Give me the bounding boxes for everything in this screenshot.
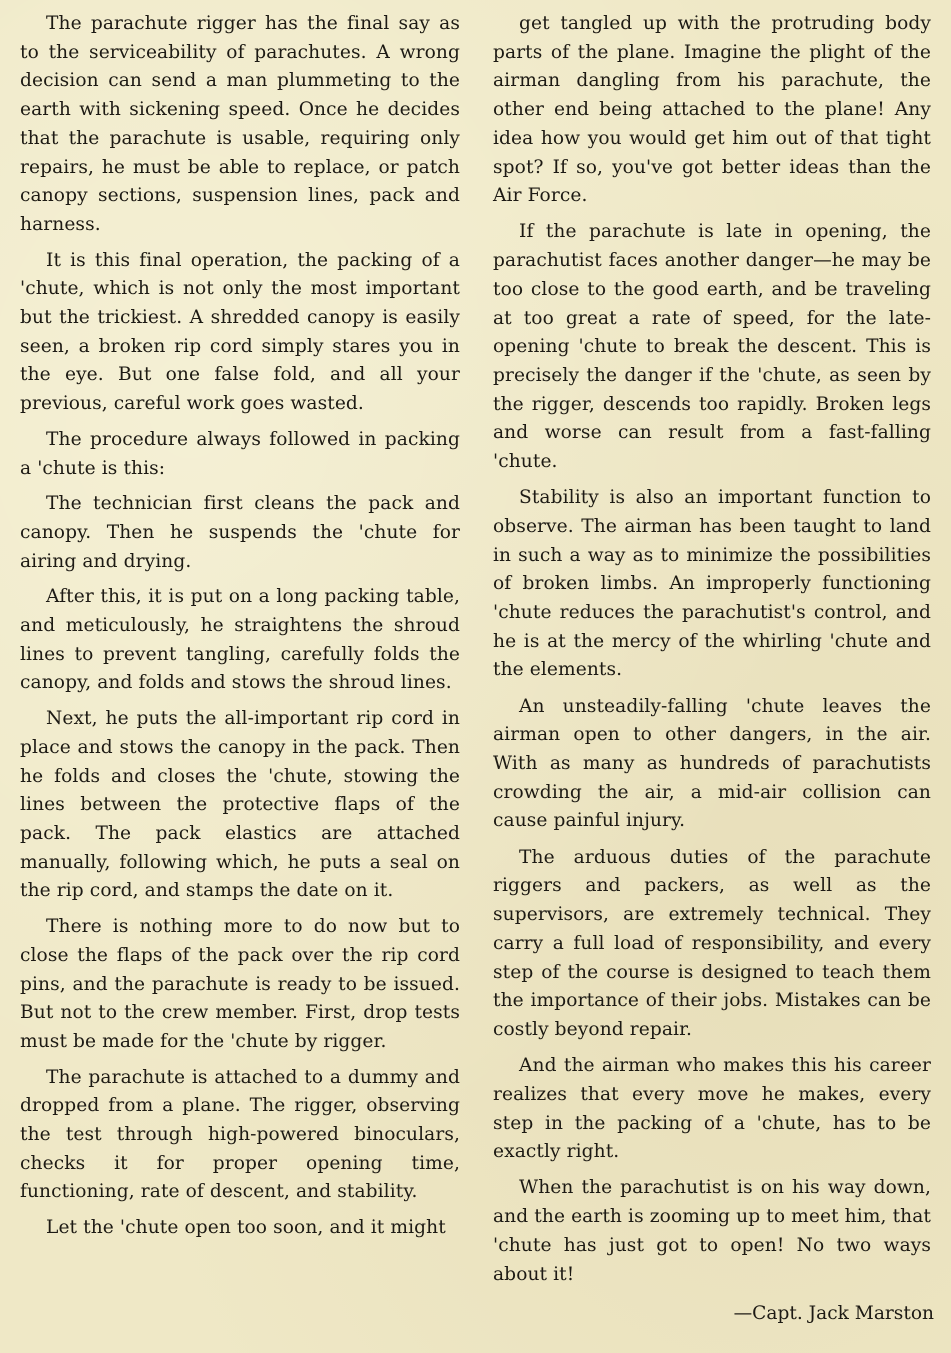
paragraph: It is this final operation, the packing of a 'chute, which is not only the most important but the trickiest. A shredded canopy is easily seen, a broken rip cord simply stares you in the eye. But one false fold, and all your previous, careful work goes wasted.: [20, 249, 460, 415]
paragraph: The technician first cleans the pack and canopy. Then he suspends the 'chute for airing and drying.: [20, 493, 460, 572]
paragraph: The procedure always followed in packing a 'chute is this:: [20, 428, 460, 479]
paragraph: And the airman who makes this his career realizes that every move he makes, every step in the packing of a 'chute, has to be exactly right.: [493, 1055, 931, 1163]
author-signature: —Capt. Jack Marston: [733, 1303, 934, 1324]
paragraph: There is nothing more to do now but to close the flaps of the pack over the rip cord pins, and the parachute is ready to be issued. But not to the crew member. First, drop tests must be made for the 'chute by rigger.: [20, 916, 460, 1052]
paragraph: The parachute rigger has the final say as to the serviceability of parachutes. A wrong decision can send a man plummeting to the earth with sickening speed. Once he decides that the parachute is usable, requiring only repairs, he must be able to replace, or patch canopy sections, suspension lines, pack and harness.: [20, 13, 460, 235]
paragraph: Next, he puts the all-important rip cord in place and stows the canopy in the pack. Then he folds and closes the 'chute, stowing the lines between the protective flaps of the pack. The pack elastics are attached manually, following which, he puts a seal on the rip cord, and stamps the date on it.: [20, 708, 460, 902]
paragraph: When the parachutist is on his way down, and the earth is zooming up to meet him, that 'chute has just got to open! No two ways about it!: [493, 1177, 931, 1285]
paragraph: An unsteadily-falling 'chute leaves the airman open to other dangers, in the air. With as many as hundreds of parachutists crowding the air, a mid-air collision can cause painful injury.: [493, 695, 931, 832]
paragraph: get tangled up with the protruding body parts of the plane. Imagine the plight of the airman dangling from his parachute, the other end being attached to the plane! Any idea how you would get him out of that tight spot? If so, you've got better ideas than the Air Force.: [493, 13, 931, 207]
paragraph: Stability is also an important function to observe. The airman has been taught to land in such a way as to minimize the possibilities of broken limbs. An improperly functioning 'chute reduces the parachutist's control, and he is at the mercy of the whirling 'chute and the elements.: [493, 487, 931, 681]
paragraph: After this, it is put on a long packing table, and meticulously, he straightens the shroud lines to prevent tangling, carefully folds the canopy, and folds and stows the shroud lines.: [20, 586, 460, 694]
paragraph: The parachute is attached to a dummy and dropped from a plane. The rigger, observing the test through high-powered binoculars, checks it for proper opening time, functioning, rate of descent, and stability.: [20, 1066, 460, 1203]
left-column: [20, 10, 460, 1250]
paragraph: If the parachute is late in opening, the parachutist faces another danger—he may be too close to the good earth, and be traveling at too great a rate of speed, for the late-opening 'chute to break the descent. This is precisely the danger if the 'chute, as seen by the rigger, descends too rapidly. Broken legs and worse can result from a fast-falling 'chute.: [493, 221, 931, 473]
right-column: [493, 10, 931, 1297]
paragraph: Let the 'chute open too soon, and it might: [46, 1217, 446, 1239]
paragraph: The arduous duties of the parachute riggers and packers, as well as the supervisors, are extremely technical. They carry a full load of responsibility, and every step of the course is designed to teach them the importance of their jobs. Mistakes can be costly beyond repair.: [493, 846, 931, 1040]
